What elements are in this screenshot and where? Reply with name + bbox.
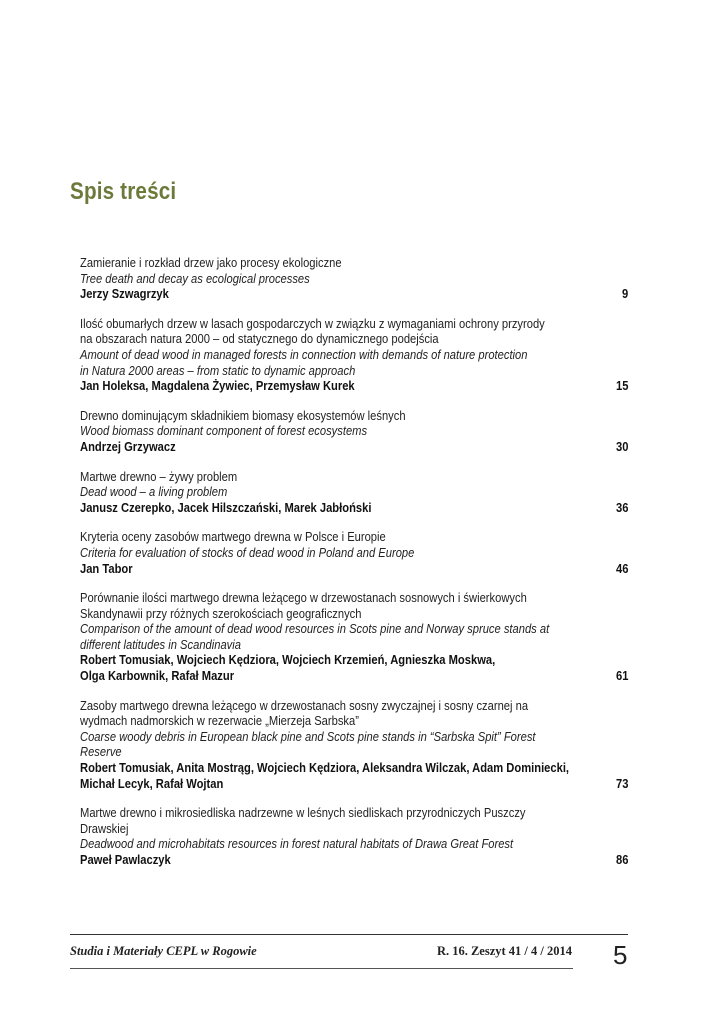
toc-title-polish: Drawskiej	[80, 820, 129, 836]
toc-page-number: 46	[615, 560, 628, 576]
toc-page-number: 61	[615, 668, 628, 684]
toc-page-number: 30	[615, 438, 628, 454]
toc-entry[interactable]	[80, 698, 628, 792]
toc-title-english: Deadwood and microhabitats resources in forest natural habitats of Drawa Great Forest	[80, 836, 514, 852]
toc-entry[interactable]	[80, 408, 628, 455]
toc-entry[interactable]	[80, 529, 628, 576]
page-number: 5	[613, 940, 628, 970]
footer-divider-top	[70, 934, 628, 935]
toc-authors: Robert Tomusiak, Wojciech Kędziora, Wojciech Krzemień, Agnieszka Moskwa,	[80, 652, 496, 668]
toc-authors: Michał Lecyk, Rafał Wojtan	[80, 775, 224, 791]
footer-issue-info: R. 16. Zeszyt 41 / 4 / 2014	[436, 944, 572, 958]
toc-entry[interactable]	[80, 469, 628, 516]
toc-entry[interactable]	[80, 255, 628, 302]
toc-page-number: 73	[615, 775, 628, 791]
toc-title-english: Coarse woody debris in European black pine and Scots pine stands in “Sarbska Spit” Forest	[80, 728, 536, 744]
toc-authors: Jan Tabor	[80, 560, 133, 576]
toc-title-polish: wydmach nadmorskich w rezerwacie „Mierzeja Sarbska”	[80, 713, 359, 729]
table-of-contents	[80, 255, 628, 882]
toc-title-polish: Kryteria oceny zasobów martwego drewna w Polsce i Europie	[80, 529, 386, 545]
toc-title-english: in Natura 2000 areas – from static to dynamic approach	[80, 362, 356, 378]
footer-journal-title: Studia i Materiały CEPL w Rogowie	[70, 944, 257, 958]
toc-authors: Janusz Czerepko, Jacek Hilszczański, Marek Jabłoński	[80, 499, 372, 515]
toc-title-english: Criteria for evaluation of stocks of dead wood in Poland and Europe	[80, 544, 415, 560]
toc-title-polish: Drewno dominującym składnikiem biomasy ekosystemów leśnych	[80, 407, 406, 423]
toc-entry[interactable]	[80, 805, 628, 867]
toc-title-english: Tree death and decay as ecological processes	[80, 270, 310, 286]
toc-authors: Andrzej Grzywacz	[80, 438, 176, 454]
toc-authors: Olga Karbownik, Rafał Mazur	[80, 668, 235, 684]
toc-entry[interactable]	[80, 316, 628, 394]
toc-page-number: 86	[615, 852, 628, 867]
toc-title-english: Wood biomass dominant component of forest ecosystems	[80, 423, 368, 439]
toc-title-polish: Zasoby martwego drewna leżącego w drzewostanach sosny zwyczajnej i sosny czarnej na	[80, 697, 529, 713]
toc-title-polish: Martwe drewno i mikrosiedliska nadrzewne w leśnych siedliskach przyrodniczych Puszczy	[80, 805, 526, 821]
footer-divider-bottom	[70, 968, 573, 969]
toc-title-polish: Porównanie ilości martwego drewna leżącego w drzewostanach sosnowych i świerkowych	[80, 590, 527, 606]
toc-title-english: Reserve	[80, 744, 122, 760]
toc-authors: Paweł Pawlaczyk	[80, 852, 171, 867]
toc-title-english: Dead wood – a living problem	[80, 484, 228, 500]
toc-page-number: 15	[615, 378, 628, 394]
toc-authors: Robert Tomusiak, Anita Mostrąg, Wojciech Kędziora, Aleksandra Wilczak, Adam Dominiecki,	[80, 760, 570, 776]
toc-page-number: 36	[615, 499, 628, 515]
toc-title-polish: Zamieranie i rozkład drzew jako procesy ekologiczne	[80, 255, 342, 270]
toc-title-english: different latitudes in Scandinavia	[80, 636, 241, 652]
toc-title-polish: na obszarach natura 2000 – od statycznego do dynamicznego podejścia	[80, 331, 439, 347]
toc-authors: Jerzy Szwagrzyk	[80, 286, 169, 302]
toc-title-polish: Martwe drewno – żywy problem	[80, 468, 238, 484]
toc-authors: Jan Holeksa, Magdalena Żywiec, Przemysław Kurek	[80, 378, 355, 394]
toc-title-polish: Skandynawii przy różnych szerokościach geograficznych	[80, 605, 362, 621]
toc-title-english: Comparison of the amount of dead wood resources in Scots pine and Norway spruce stands at	[80, 621, 550, 637]
toc-title-polish: Ilość obumarłych drzew w lasach gospodarczych w związku z wymaganiami ochrony przyrody	[80, 315, 545, 331]
toc-title-english: Amount of dead wood in managed forests in connection with demands of nature protection	[80, 346, 528, 362]
page-title: Spis treści	[70, 178, 177, 205]
toc-page-number: 9	[621, 286, 628, 302]
toc-entry[interactable]	[80, 590, 628, 684]
